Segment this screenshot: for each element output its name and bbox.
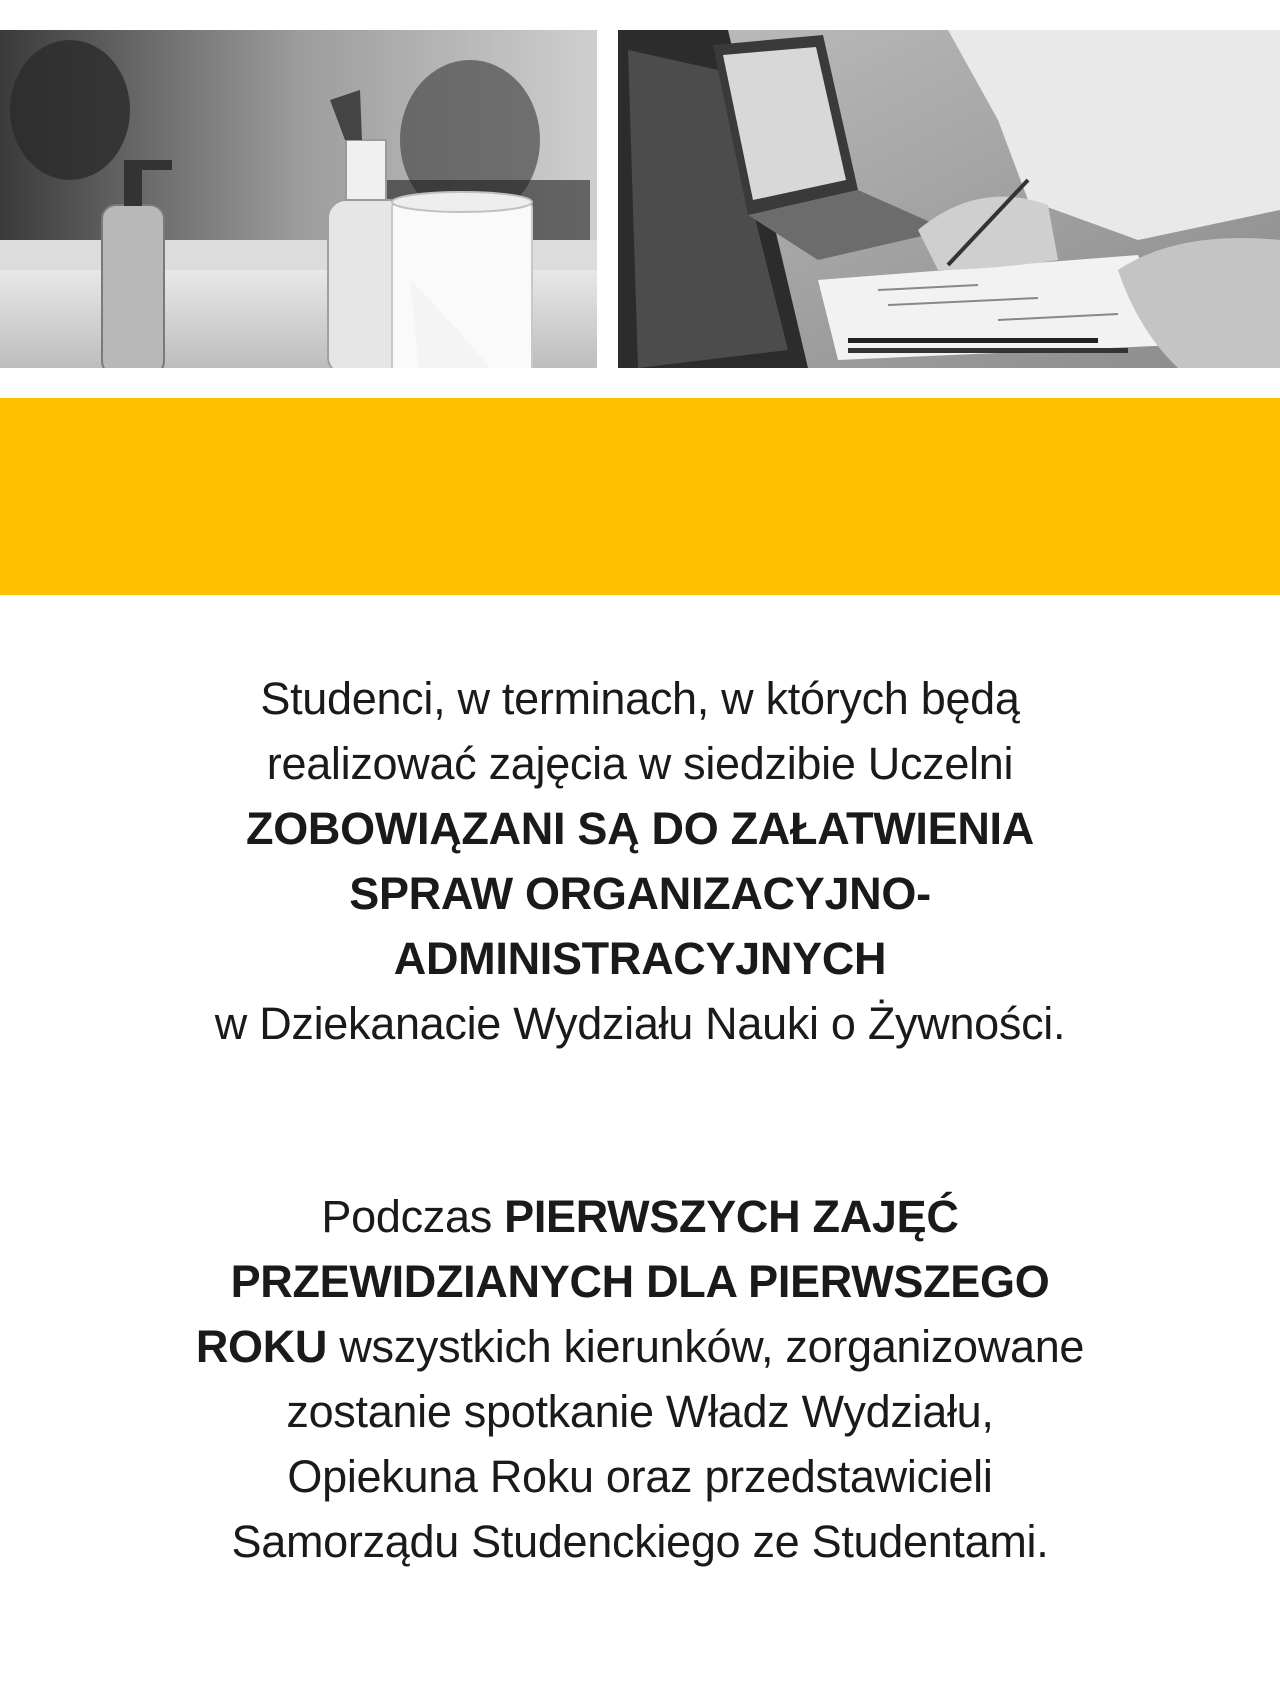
paragraph2-line2-bold: PRZEWIDZIANYCH DLA PIERWSZEGO bbox=[230, 1256, 1050, 1307]
hand-sanitizer-desk-photo-icon bbox=[0, 30, 597, 368]
paragraph1-line4: SPRAW ORGANIZACYJNO- bbox=[349, 868, 931, 919]
paragraph1-line5: ADMINISTRACYJNYCH bbox=[393, 933, 887, 984]
paragraph1-line1: Studenci, w terminach, w których będą bbox=[260, 673, 1020, 724]
paragraph2-line1-normal: Podczas bbox=[321, 1191, 505, 1242]
laptops-photo bbox=[618, 30, 1280, 368]
accent-band bbox=[0, 398, 1280, 595]
paragraph1-line6: w Dziekanacie Wydziału Nauki o Żywności. bbox=[214, 998, 1066, 1049]
paragraph2-line1-bold: PIERWSZYCH ZAJĘĆ bbox=[504, 1191, 959, 1242]
paragraph2-line3-bold: ROKU bbox=[195, 1321, 328, 1372]
paragraph2-line5: Opiekuna Roku oraz przedstawicieli bbox=[287, 1451, 993, 1502]
paragraph-obligations bbox=[100, 666, 1180, 1056]
paragraph-first-classes bbox=[100, 1184, 1180, 1574]
paragraph1-line3: ZOBOWIĄZANI SĄ DO ZAŁATWIENIA bbox=[246, 803, 1034, 854]
paragraph1-line2: realizować zajęcia w siedzibie Uczelni bbox=[266, 738, 1014, 789]
paragraph2-line4: zostanie spotkanie Władz Wydziału, bbox=[286, 1386, 994, 1437]
paragraph2-line6: Samorządu Studenckiego ze Studentami. bbox=[231, 1516, 1049, 1567]
laptops-writing-notes-photo-icon bbox=[618, 30, 1280, 368]
paragraph2-line3-normal: wszystkich kierunków, zorganizowane bbox=[327, 1321, 1085, 1372]
sanitizer-photo bbox=[0, 30, 597, 368]
